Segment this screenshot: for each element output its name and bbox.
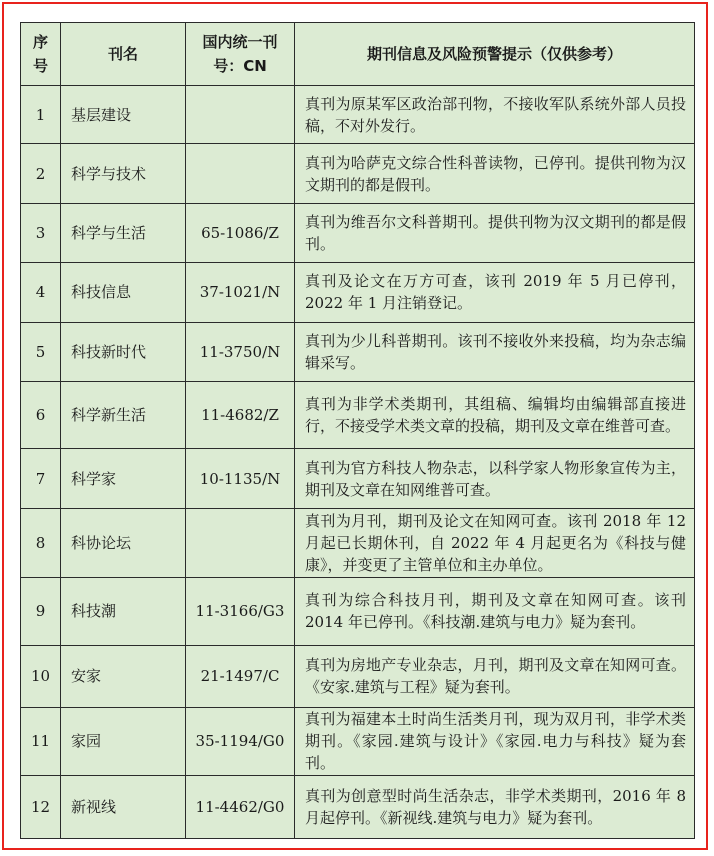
row-cn-number: 11-3750/N — [186, 322, 295, 381]
header-cn: 国内统一刊号：CN — [186, 23, 295, 86]
row-journal-info: 真刊为月刊，期刊及论文在知网可查。该刊 2018 年 12 月起已长期休刊，自 2022 年 4 月起更名为《科技与健康》，并变更了主管单位和主办单位。 — [295, 508, 695, 577]
row-cn-number: 35-1194/G0 — [186, 708, 295, 775]
row-journal-name: 科学与技术 — [61, 144, 186, 203]
row-seq: 3 — [21, 203, 61, 262]
row-seq: 1 — [21, 86, 61, 144]
row-journal-info: 真刊为创意型时尚生活杂志，非学术类期刊，2016 年 8 月起停刊。《新视线.建筑与电力》疑为套刊。 — [295, 775, 695, 839]
row-journal-name: 科协论坛 — [61, 508, 186, 577]
row-cn-number — [186, 144, 295, 203]
row-journal-info: 真刊为非学术类期刊，其组稿、编辑均由编辑部直接进行，不接受学术类文章的投稿，期刊及文章在维普可查。 — [295, 381, 695, 448]
row-journal-name: 家园 — [61, 708, 186, 775]
row-journal-info: 真刊为福建本土时尚生活类月刊，现为双月刊，非学术类期刊。《家园.建筑与设计》《家园.电力与科技》疑为套刊。 — [295, 708, 695, 775]
row-journal-name: 科技信息 — [61, 263, 186, 322]
row-seq: 8 — [21, 508, 61, 577]
row-journal-info: 真刊为维吾尔文科普期刊。提供刊物为汉文期刊的都是假刊。 — [295, 203, 695, 262]
table-row — [21, 449, 695, 508]
row-journal-name: 基层建设 — [61, 86, 186, 144]
row-cn-number: 10-1135/N — [186, 449, 295, 508]
row-cn-number — [186, 86, 295, 144]
table-row — [21, 86, 695, 144]
row-journal-name: 科学家 — [61, 449, 186, 508]
table-row — [21, 578, 695, 645]
row-cn-number: 11-4462/G0 — [186, 775, 295, 839]
row-journal-info: 真刊为官方科技人物杂志，以科学家人物形象宣传为主，期刊及文章在知网维普可查。 — [295, 449, 695, 508]
row-journal-name: 科技潮 — [61, 578, 186, 645]
journal-warning-table-container — [20, 22, 694, 839]
table-row — [21, 203, 695, 262]
row-cn-number: 21-1497/C — [186, 645, 295, 707]
row-seq: 9 — [21, 578, 61, 645]
row-journal-info: 真刊及论文在万方可查，该刊 2019 年 5 月已停刊，2022 年 1 月注销登记。 — [295, 263, 695, 322]
header-row — [21, 23, 695, 86]
row-journal-info: 真刊为哈萨克文综合性科普读物，已停刊。提供刊物为汉文期刊的都是假刊。 — [295, 144, 695, 203]
table-row — [21, 263, 695, 322]
header-seq: 序号 — [21, 23, 61, 86]
journal-warning-table — [20, 22, 695, 839]
row-seq: 12 — [21, 775, 61, 839]
row-cn-number: 65-1086/Z — [186, 203, 295, 262]
row-cn-number: 11-4682/Z — [186, 381, 295, 448]
row-seq: 10 — [21, 645, 61, 707]
row-journal-info: 真刊为少儿科普期刊。该刊不接收外来投稿，均为杂志编辑采写。 — [295, 322, 695, 381]
table-row — [21, 144, 695, 203]
table-row — [21, 775, 695, 839]
row-cn-number: 37-1021/N — [186, 263, 295, 322]
row-journal-name: 科学与生活 — [61, 203, 186, 262]
row-cn-number — [186, 508, 295, 577]
row-journal-name: 科学新生活 — [61, 381, 186, 448]
table-body — [21, 86, 695, 839]
row-cn-number: 11-3166/G3 — [186, 578, 295, 645]
row-journal-name: 科技新时代 — [61, 322, 186, 381]
row-seq: 4 — [21, 263, 61, 322]
header-info: 期刊信息及风险预警提示（仅供参考） — [295, 23, 695, 86]
table-row — [21, 508, 695, 577]
table-row — [21, 708, 695, 775]
row-seq: 7 — [21, 449, 61, 508]
row-journal-info: 真刊为综合科技月刊，期刊及文章在知网可查。该刊 2014 年已停刊。《科技潮.建筑与电力》疑为套刊。 — [295, 578, 695, 645]
row-journal-info: 真刊为原某军区政治部刊物，不接收军队系统外部人员投稿，不对外发行。 — [295, 86, 695, 144]
row-seq: 2 — [21, 144, 61, 203]
table-row — [21, 322, 695, 381]
header-name: 刊名 — [61, 23, 186, 86]
row-journal-name: 安家 — [61, 645, 186, 707]
row-journal-name: 新视线 — [61, 775, 186, 839]
row-seq: 11 — [21, 708, 61, 775]
row-seq: 6 — [21, 381, 61, 448]
row-seq: 5 — [21, 322, 61, 381]
table-row — [21, 381, 695, 448]
row-journal-info: 真刊为房地产专业杂志，月刊，期刊及文章在知网可查。《安家.建筑与工程》疑为套刊。 — [295, 645, 695, 707]
table-row — [21, 645, 695, 707]
